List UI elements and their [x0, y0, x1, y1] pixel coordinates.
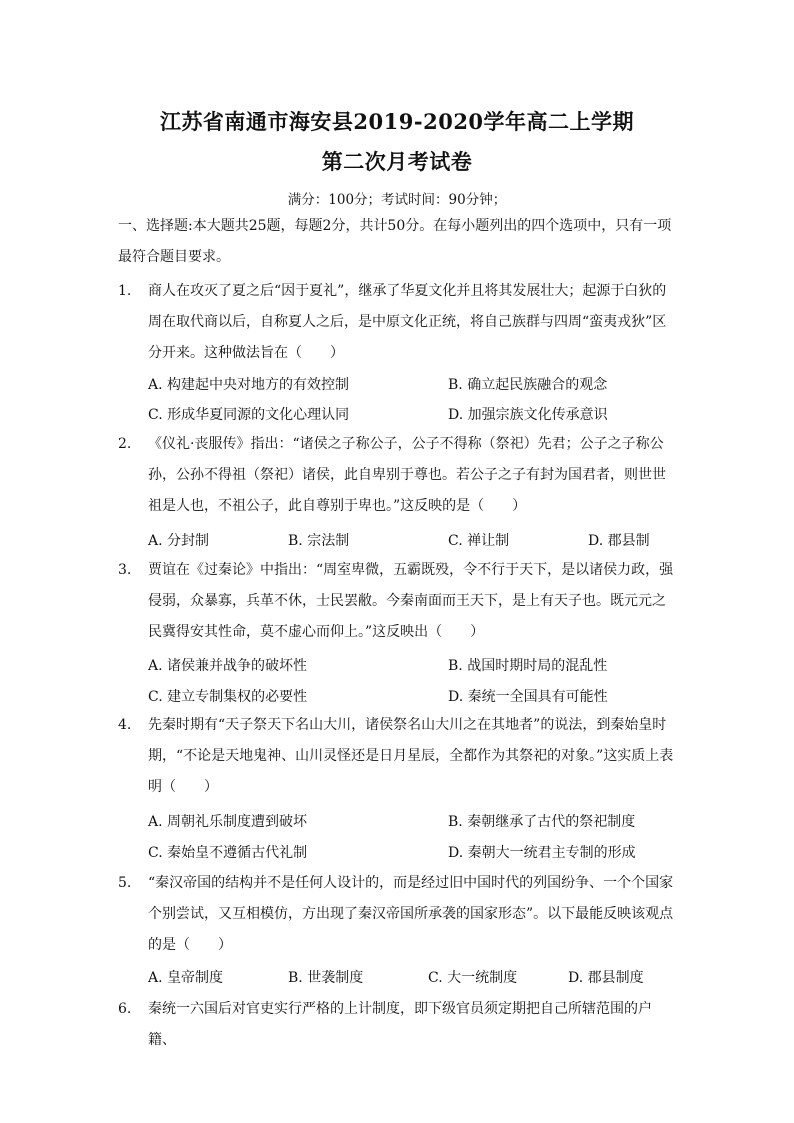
option-d: D. 秦统一全国具有可能性 [448, 689, 608, 705]
option-a: A. 皇帝制度 [148, 970, 224, 986]
option-a: A. 构建起中央对地方的有效控制 [148, 377, 350, 393]
question-number: 3. [118, 562, 132, 578]
question-text: 商人在攻灭了夏之后“因于夏礼”，继承了华夏文化并且将其发展壮大；起源于白狄的周在取代商以后，自称夏人之后，是中原文化正统，将自己族群与四周“蛮夷戎狄”区分开来。这种做法旨在（ ） [148, 283, 667, 361]
question-number: 1. [118, 283, 132, 299]
exam-title-line1: 江苏省南通市海安县2019-2020学年高二上学期 [159, 109, 635, 134]
option-b: B. 战国时期时局的混乱性 [448, 658, 608, 674]
question-text: “秦汉帝国的结构并不是任何人设计的，而是经过旧中国时代的列国纷争、一个个国家个别尝试，又互相模仿，方出现了秦汉帝国所承袭的国家形态”。以下最能反映该观点的是（ ） [148, 875, 674, 953]
option-c: C. 秦始皇不遵循古代礼制 [148, 845, 308, 861]
question-4 [118, 710, 678, 803]
question-6 [118, 994, 678, 1056]
question-text: 《仪礼·丧服传》指出：“诸侯之子称公子，公子不得称（祭祀）先君；公子之子称公孙，公孙不得祖（祭祀）诸侯，此自卑别于尊也。若公子之子有封为国君者，则世世祖是人也，不祖公子，此自尊别于卑也。”这反映的是（ ） [148, 436, 666, 514]
option-b: B. 宗法制 [288, 533, 350, 549]
question-5 [118, 868, 678, 961]
question-3 [118, 555, 678, 648]
question-text: 先秦时期有“天子祭天下名山大川，诸侯祭名山大川之在其地者”的说法，到秦始皇时期，“不论是天地鬼神、山川灵怪还是日月星辰，全都作为其祭祀的对象。”这实质上表明（ ） [148, 717, 674, 795]
question-number: 6. [118, 1001, 132, 1017]
option-a: A. 诸侯兼并战争的破坏性 [148, 658, 308, 674]
question-1 [118, 276, 678, 369]
option-b: B. 确立起民族融合的观念 [448, 377, 608, 393]
option-c: C. 禅让制 [448, 533, 510, 549]
exam-title-line2: 第二次月考试卷 [321, 149, 473, 174]
option-d: D. 加强宗族文化传承意识 [448, 407, 608, 423]
question-number: 2. [118, 436, 132, 452]
option-c: C. 形成华夏同源的文化心理认同 [148, 407, 350, 423]
option-c: C. 建立专制集权的必要性 [148, 689, 308, 705]
question-2 [118, 429, 678, 522]
question-text: 秦统一六国后对官吏实行严格的上计制度，即下级官员须定期把自己所辖范围的户籍、 [148, 1001, 652, 1048]
option-d: D. 郡县制 [588, 533, 650, 549]
question-text: 贾谊在《过秦论》中指出：“周室卑微，五霸既殁，令不行于天下，是以诸侯力政，强侵弱，众暴寡，兵革不休，士民罢敝。今秦南面而王天下，是上有天子也。既元元之民冀得安其性命，莫不虚心而仰上。”这反映出（ ） [148, 562, 674, 640]
option-b: B. 世袭制度 [288, 970, 364, 986]
question-number: 5. [118, 875, 132, 891]
option-a: A. 周朝礼乐制度遭到破坏 [148, 814, 308, 830]
option-b: B. 秦朝继承了古代的祭祀制度 [448, 814, 636, 830]
question-number: 4. [118, 717, 132, 733]
option-d: D. 郡县制度 [568, 970, 644, 986]
section-heading: 一、选择题:本大题共25题，每题2分，共计50分。在每小题列出的四个选项中，只有一项最符合题目要求。 [118, 218, 672, 265]
option-c: C. 大一统制度 [428, 970, 518, 986]
option-d: D. 秦朝大一统君主专制的形成 [448, 845, 636, 861]
option-a: A. 分封制 [148, 533, 210, 549]
exam-info: 满分：100分；考试时间：90分钟； [287, 192, 507, 208]
